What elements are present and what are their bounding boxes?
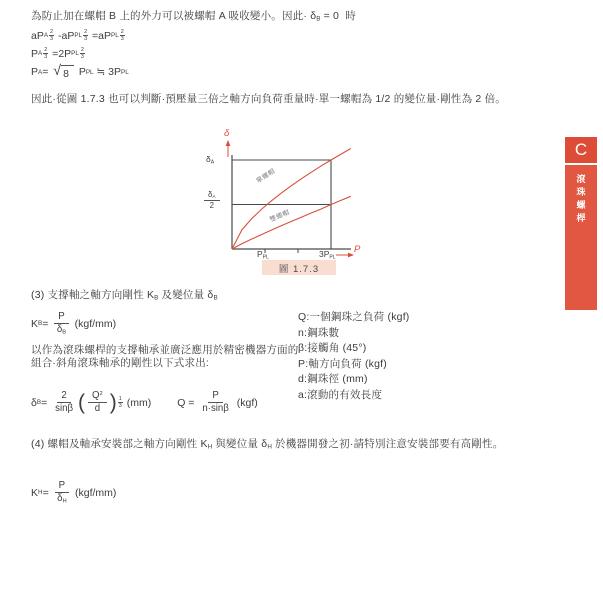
section-3-paragraph: 以作為滾珠螺桿的支撐軸承並廣泛應用於精密機器方面的組合·斜角滾珠軸承的剛性以下式求出: [31,344,299,370]
definition-beta: β:接觸角 (45°) [298,342,367,355]
x-axis-label: P [354,244,361,255]
definition-a: a:滾動的有效長度 [298,388,383,401]
definition-d: d:鋼珠徑 (mm) [298,373,368,386]
deflection-load-chart [195,130,380,262]
formula-delta-b: δ B = $\frac{2}{\sin\beta}$ ( $Q^2$ d ) 1 3 (mm) [31,390,152,415]
formula-q: Q = $\frac{P}{n\cdot\sin\beta}$ (kgf) [177,390,258,415]
section-3-heading: (3) 支撐軸之軸方向剛性 KB 及變位量 δB [31,289,218,302]
formula-preload-derivation-2: P A $\frac{2}{3}$ =2P PL 2 3 [31,47,84,61]
x-tick-3ppl: 3PPL [319,249,336,261]
paragraph-figure-conclusion: 因此·從圖 1.7.3 也可以判斷·預壓量三倍之軸方向負荷重量時·單一螺帽為 1/2 的變位量·剛性為 2 倍。 [31,93,506,105]
figure-1-7-3 [195,130,380,262]
y-axis-label: δ [224,128,230,139]
curve-label-single-nut: 單螺帽 [255,167,277,185]
symbol-definitions [298,310,410,404]
paragraph-nut-b-external-force: 為防止加在螺帽 B 上的外力可以被螺帽 A 吸收變小。因此· δB = 0 時 [31,10,357,23]
definition-p: P:軸方向負荷 (kgf) [298,357,387,370]
y-tick-delta-a: δA [206,154,215,166]
x-tick-ppl: PPL [257,249,269,261]
definition-q: Q:一個鋼珠之負荷 (kgf) [298,311,410,323]
figure-caption: 圖 1.7.3 [262,260,336,275]
curve-label-double-nut: 雙螺帽 [268,208,291,224]
y-tick-delta-a-half: $\frac{\delta A}{2}$ [201,190,223,211]
formula-kb-stiffness: K B = $\frac{P}{\delta B}$ (kgf/mm) [31,311,117,336]
formula-delta-b-and-q [31,390,258,415]
tab-label-vertical: 滾珠螺桿 [575,174,586,226]
section-4-paragraph: (4) 螺帽及軸承安裝部之軸方向剛性 KH 與變位量 δH 於機器開發之初·請特別注意安裝部要有高剛性。 [31,438,504,451]
tab-section-ball-screw [565,165,597,310]
tab-letter-c: C [565,137,597,163]
formula-preload-derivation-3: P A = √ 8 P PL ≒ 3P PL [31,63,129,80]
formula-preload-derivation-1: aP A 2 3 -aP PL $\frac{2}{3}$ =aP PL 2 3 [31,29,124,43]
formula-kh-stiffness: K H = $\frac{P}{\delta H}$ (kgf/mm) [31,480,117,505]
definition-n: n:鋼珠數 [298,326,340,339]
side-index-tab [565,137,597,310]
